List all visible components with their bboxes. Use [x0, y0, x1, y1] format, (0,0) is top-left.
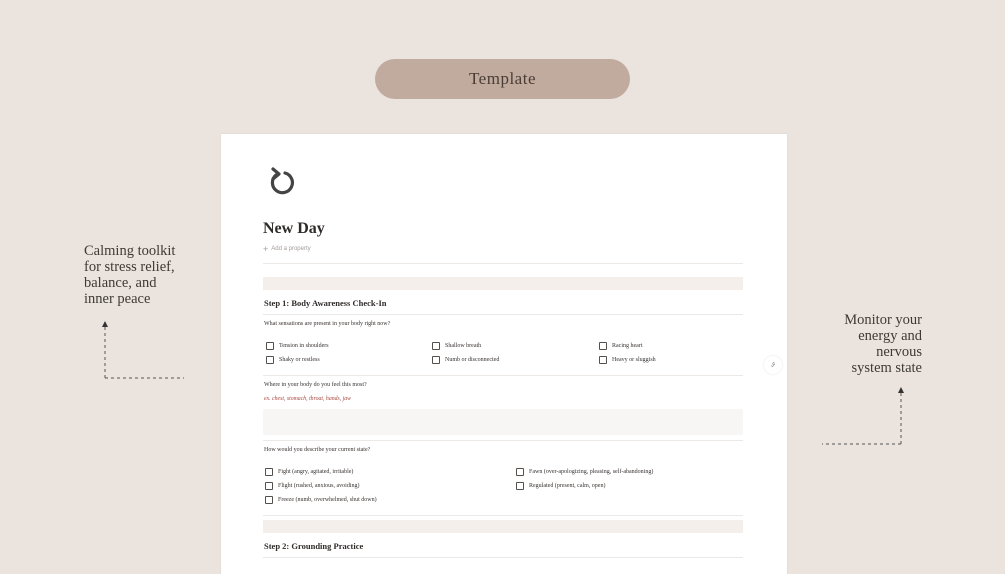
divider — [263, 557, 743, 558]
checkbox-label: Fight (angry, agitated, irritable) — [278, 469, 354, 475]
divider — [263, 375, 743, 376]
right-caption-line: system state — [851, 360, 922, 376]
add-property-label: Add a property — [271, 246, 311, 252]
section-band — [263, 277, 743, 290]
divider — [263, 263, 743, 264]
page-title[interactable]: New Day — [263, 220, 325, 237]
right-caption-line: Monitor your — [844, 312, 922, 328]
template-badge: Template — [375, 59, 630, 99]
plus-icon: + — [263, 244, 269, 254]
right-caption-line: nervous — [876, 344, 922, 360]
checkbox-label: Heavy or sluggish — [612, 357, 656, 363]
checkbox-label: Racing heart — [612, 343, 643, 349]
checkbox-option[interactable] — [265, 482, 360, 490]
checkbox-option[interactable] — [599, 356, 656, 364]
checkbox-label: Flight (rushed, anxious, avoiding) — [278, 483, 360, 489]
notion-page — [221, 134, 787, 574]
checkbox-option[interactable] — [599, 342, 643, 350]
divider — [263, 314, 743, 315]
left-caption-line: balance, and — [84, 275, 157, 291]
checkbox[interactable] — [599, 356, 607, 364]
question-state: How would you describe your current state? — [264, 447, 371, 453]
checkbox-option[interactable] — [266, 342, 329, 350]
checkbox-label: Numb or disconnected — [445, 357, 500, 363]
checkbox[interactable] — [265, 482, 273, 490]
checkbox[interactable] — [432, 356, 440, 364]
add-property-button[interactable] — [263, 246, 311, 252]
checkbox-option[interactable] — [265, 496, 377, 504]
question-location: Where in your body do you feel this most? — [264, 382, 367, 388]
checkbox-option[interactable] — [516, 468, 653, 476]
location-input[interactable] — [263, 409, 743, 435]
comment-icon[interactable]: ⸈ — [764, 356, 782, 374]
step1-heading: Step 1: Body Awareness Check-In — [264, 298, 387, 308]
checkbox-label: Freeze (numb, overwhelmed, shut down) — [278, 497, 377, 503]
left-caption — [84, 243, 194, 307]
refresh-icon — [267, 166, 295, 198]
divider — [263, 440, 743, 441]
question-sensations: What sensations are present in your body right now? — [264, 321, 391, 327]
checkbox[interactable] — [266, 342, 274, 350]
right-dashed-arrow — [820, 386, 910, 446]
checkbox-option[interactable] — [266, 356, 320, 364]
left-caption-line: for stress relief, — [84, 259, 175, 275]
checkbox[interactable] — [516, 482, 524, 490]
checkbox[interactable] — [265, 468, 273, 476]
location-hint: ex. chest, stomach, throat, hands, jaw — [264, 396, 352, 402]
checkbox[interactable] — [599, 342, 607, 350]
left-caption-line: Calming toolkit — [84, 243, 176, 259]
checkbox-option[interactable] — [516, 482, 605, 490]
checkbox[interactable] — [516, 468, 524, 476]
checkbox[interactable] — [432, 342, 440, 350]
checkbox-label: Fawn (over-apologizing, pleasing, self-abandoning) — [529, 469, 654, 475]
checkbox-label: Regulated (present, calm, open) — [529, 483, 606, 489]
divider — [263, 515, 743, 516]
checkbox-label: Shaky or restless — [279, 357, 320, 363]
checkbox-label: Shallow breath — [445, 343, 482, 349]
left-dashed-arrow — [98, 320, 188, 380]
checkbox-option[interactable] — [265, 468, 353, 476]
checkbox[interactable] — [265, 496, 273, 504]
left-caption-line: inner peace — [84, 291, 151, 307]
checkbox[interactable] — [266, 356, 274, 364]
right-caption-line: energy and — [858, 328, 922, 344]
section-band — [263, 520, 743, 533]
step2-heading: Step 2: Grounding Practice — [264, 541, 364, 551]
right-caption — [830, 312, 922, 376]
checkbox-label: Tension in shoulders — [279, 343, 329, 349]
checkbox-option[interactable] — [432, 342, 481, 350]
checkbox-option[interactable] — [432, 356, 499, 364]
